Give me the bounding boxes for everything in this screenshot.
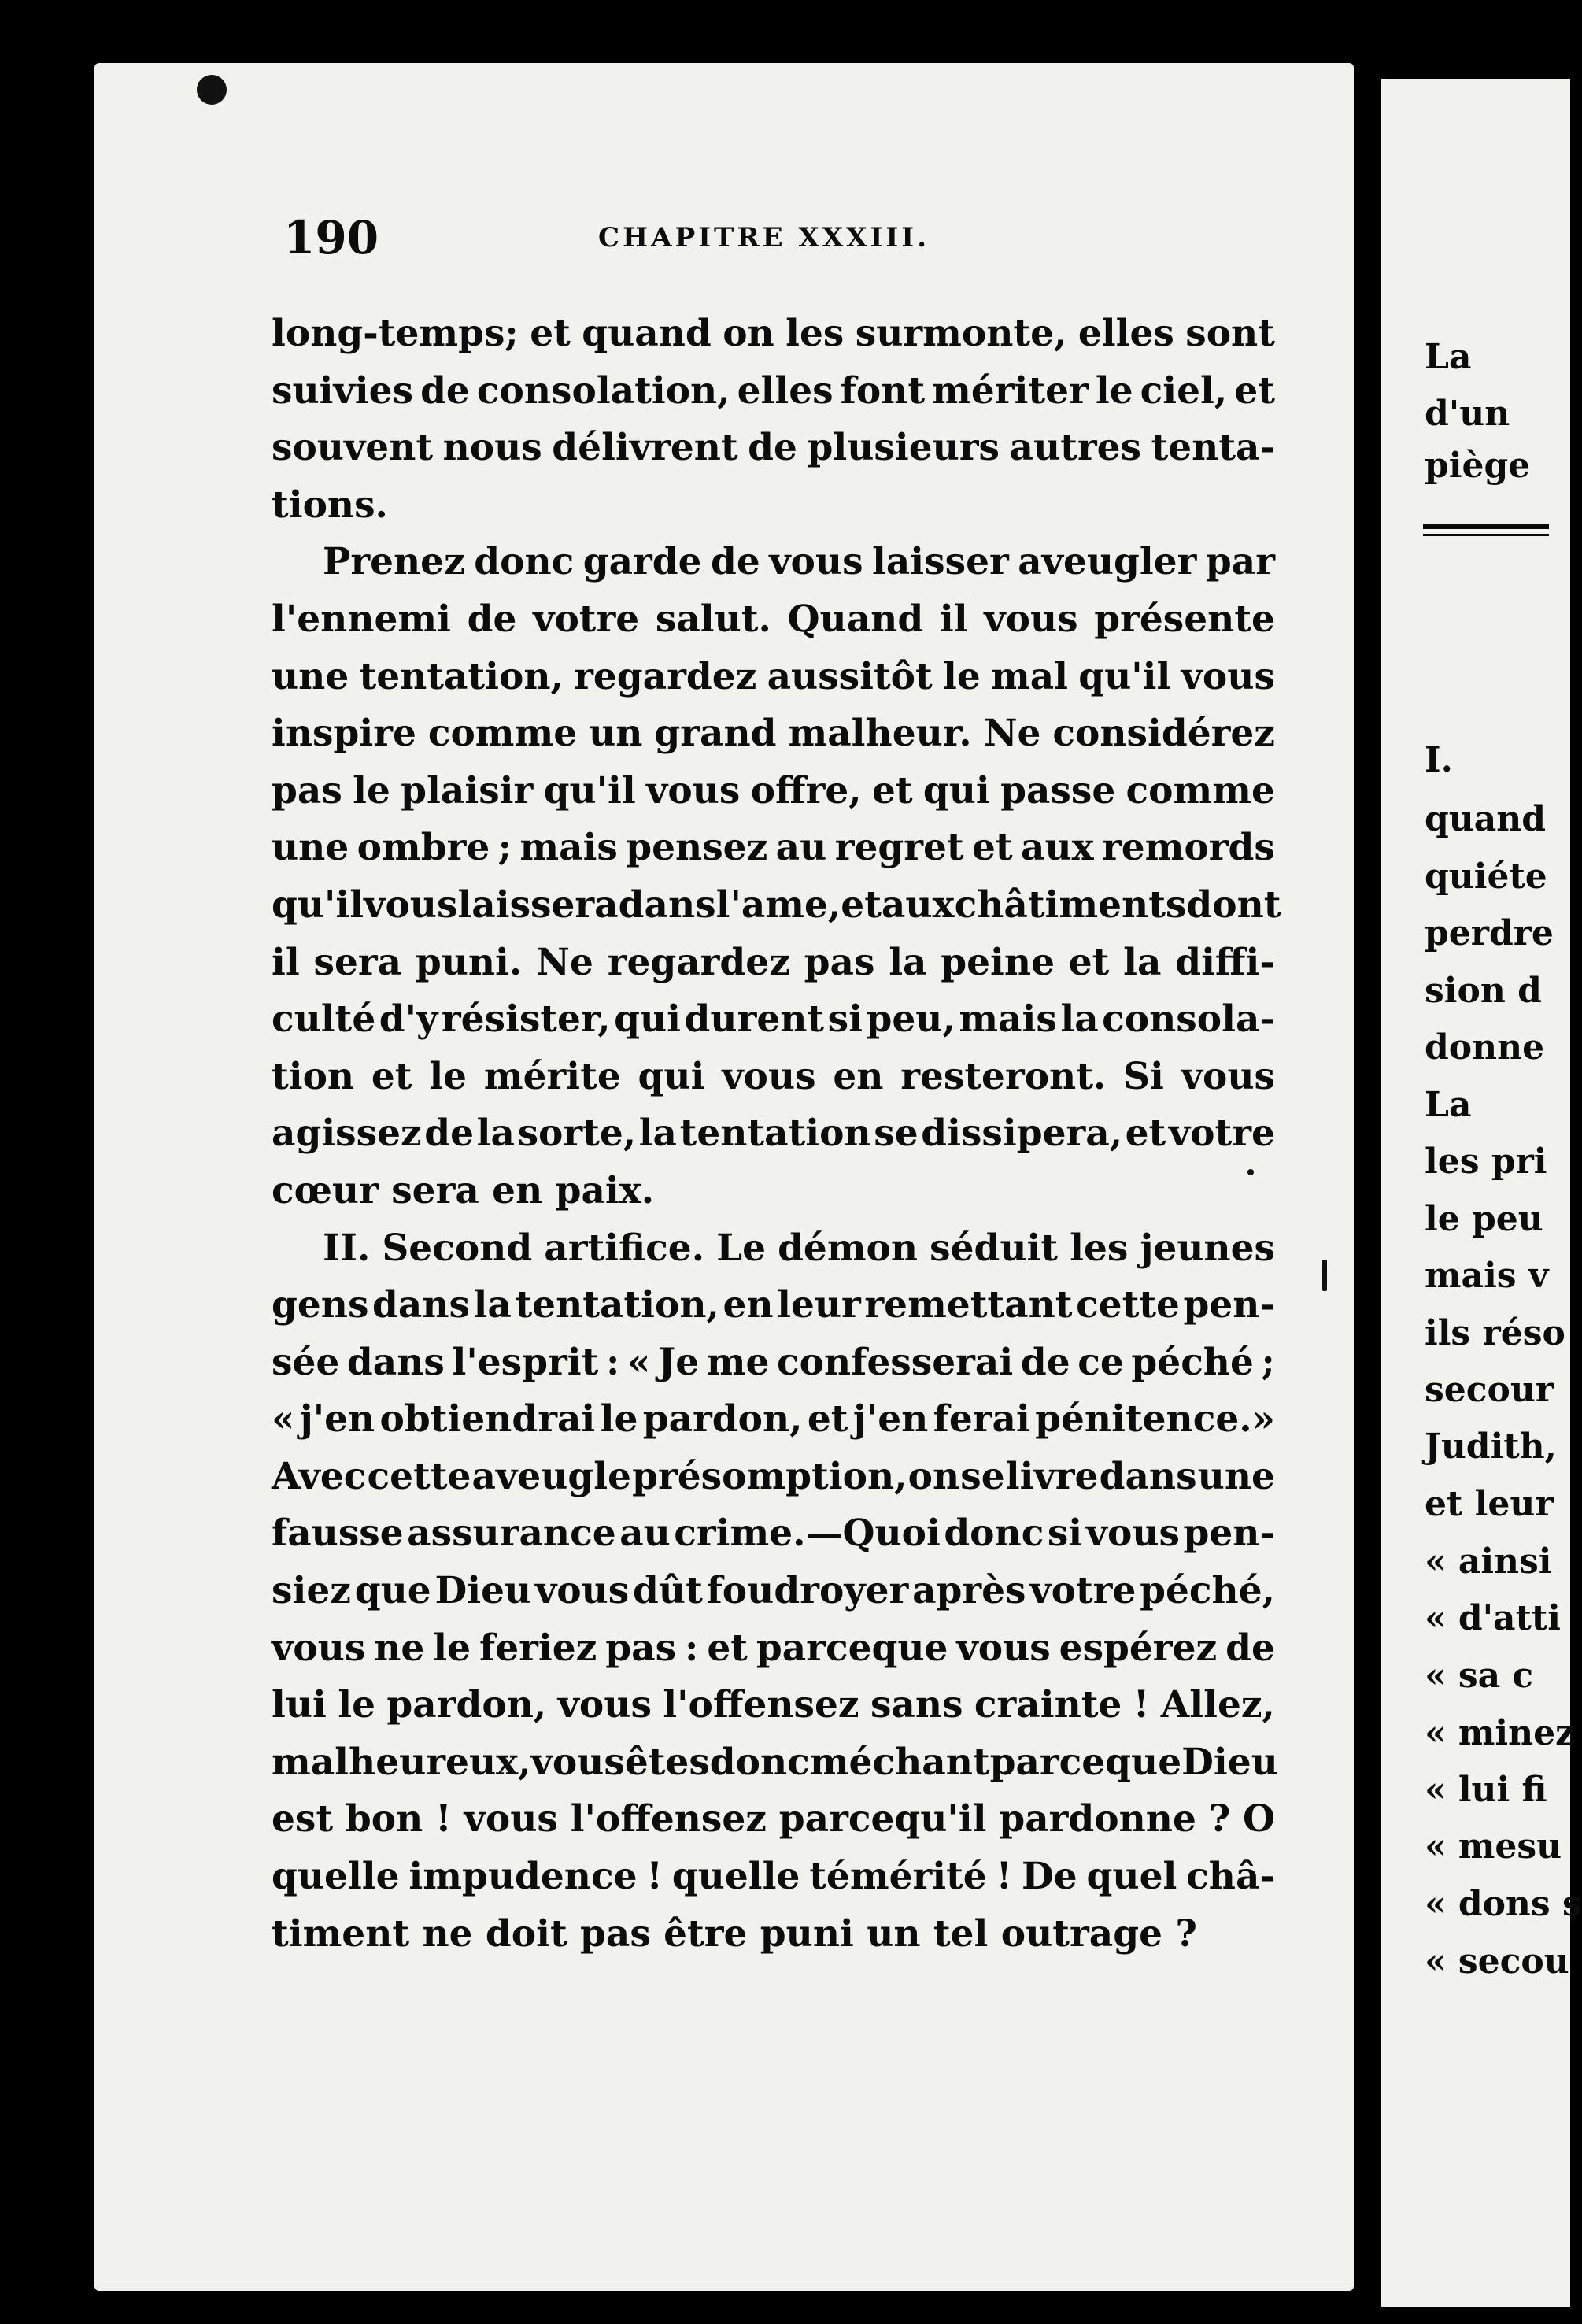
text-line: il sera puni. Ne regardez pas la peine et la diffi- <box>272 940 1275 984</box>
right-page-line: mais v <box>1425 1256 1549 1296</box>
right-page-line: « ainsi <box>1425 1541 1552 1582</box>
right-page-line: « dons s <box>1425 1884 1582 1924</box>
text-line: cœur sera en paix. <box>272 1168 655 1212</box>
text-line: « j'en obtiendrai le pardon, et j'en ferai pénitence.» <box>272 1397 1275 1441</box>
right-page-line: « secou <box>1425 1941 1569 1982</box>
right-page-line: « mesu <box>1425 1826 1562 1867</box>
text-line: souvent nous délivrent de plusieurs autres tenta- <box>272 426 1275 470</box>
right-page-line: piège <box>1425 446 1531 486</box>
text-line: une ombre ; mais pensez au regret et aux remords <box>272 826 1275 870</box>
page-header <box>283 211 1369 282</box>
right-page-line: quand <box>1425 799 1547 839</box>
text-line: inspire comme un grand malheur. Ne considérez <box>272 712 1275 756</box>
right-page-line: I. <box>1425 740 1453 780</box>
text-line: vous ne le feriez pas : et parceque vous espérez de <box>272 1626 1275 1670</box>
text-line: fausse assurance au crime.—Quoi donc si vous pen- <box>272 1512 1275 1556</box>
right-page-line: La <box>1425 337 1472 377</box>
text-line: II. Second artifice. Le démon séduit les jeunes <box>323 1226 1275 1270</box>
right-page-line: secour <box>1425 1370 1554 1410</box>
right-page-line: « lui fi <box>1425 1770 1547 1810</box>
text-line: suivies de consolation, elles font mériter le ciel, et <box>272 368 1275 413</box>
text-line: l'ennemi de votre salut. Quand il vous présente <box>272 597 1275 641</box>
scan-speck <box>1247 1169 1254 1175</box>
text-line: Avec cette aveugle présomption, on se livre dans une <box>272 1454 1275 1498</box>
text-line: tion et le mérite qui vous en resteront. Si vous <box>272 1054 1275 1098</box>
section-rule-thin <box>1423 534 1549 536</box>
right-page-line: ils réso <box>1425 1313 1565 1353</box>
text-line: est bon ! vous l'offensez parcequ'il pardonne ? O <box>272 1797 1275 1841</box>
text-line: pas le plaisir qu'il vous offre, et qui passe comme <box>272 768 1275 812</box>
right-page-line: les pri <box>1425 1142 1547 1182</box>
right-page-line: donne <box>1425 1027 1545 1068</box>
text-line: timent ne doit pas être puni un tel outrage ? <box>272 1911 1197 1956</box>
text-line: lui le pardon, vous l'offensez sans crainte ! Allez, <box>272 1683 1275 1727</box>
text-line: une tentation, regardez aussitôt le mal qu'il vous <box>272 654 1275 698</box>
text-line: Prenez donc garde de vous laisser aveugler par <box>323 540 1275 584</box>
scan-speck <box>197 75 227 105</box>
running-title: CHAPITRE XXXIII. <box>598 222 930 253</box>
right-page-line: Judith, <box>1425 1427 1557 1467</box>
right-page-line: quiéte <box>1425 857 1547 897</box>
right-page-line: perdre <box>1425 913 1554 953</box>
text-line: qu'il vous laissera dans l'ame, et aux châtiments dont <box>272 883 1281 927</box>
scan-speck <box>1322 1260 1327 1291</box>
right-page-line: La <box>1425 1085 1472 1125</box>
text-line: culté d'y résister, qui durent si peu, mais la consola- <box>272 997 1275 1042</box>
text-line: malheureux, vous êtes donc méchant parceque Dieu <box>272 1740 1278 1784</box>
right-page-line: d'un <box>1425 394 1510 434</box>
right-page-line: et leur <box>1425 1484 1554 1524</box>
text-line: tions. <box>272 483 388 527</box>
page-number: 190 <box>283 211 379 265</box>
right-page-line: le peu <box>1425 1199 1543 1239</box>
text-line: agissez de la sorte, la tentation se dissipera, et votre <box>272 1112 1275 1156</box>
text-line: sée dans l'esprit : « Je me confesserai de ce péché ; <box>272 1340 1275 1384</box>
text-line: siez que Dieu vous dût foudroyer après votre péché, <box>272 1569 1275 1613</box>
body-text <box>272 305 1281 1963</box>
section-rule <box>1423 524 1549 529</box>
right-page-line: « d'atti <box>1425 1598 1561 1638</box>
right-page-line: « sa c <box>1425 1656 1534 1696</box>
right-page-line: sion d <box>1425 971 1542 1011</box>
text-line: gens dans la tentation, en leur remettant cette pen- <box>272 1283 1275 1327</box>
right-page-line: « minez <box>1425 1713 1576 1753</box>
text-line: long-temps; et quand on les surmonte, elles sont <box>272 312 1275 355</box>
text-line: quelle impudence ! quelle témérité ! De quel châ- <box>272 1855 1275 1899</box>
